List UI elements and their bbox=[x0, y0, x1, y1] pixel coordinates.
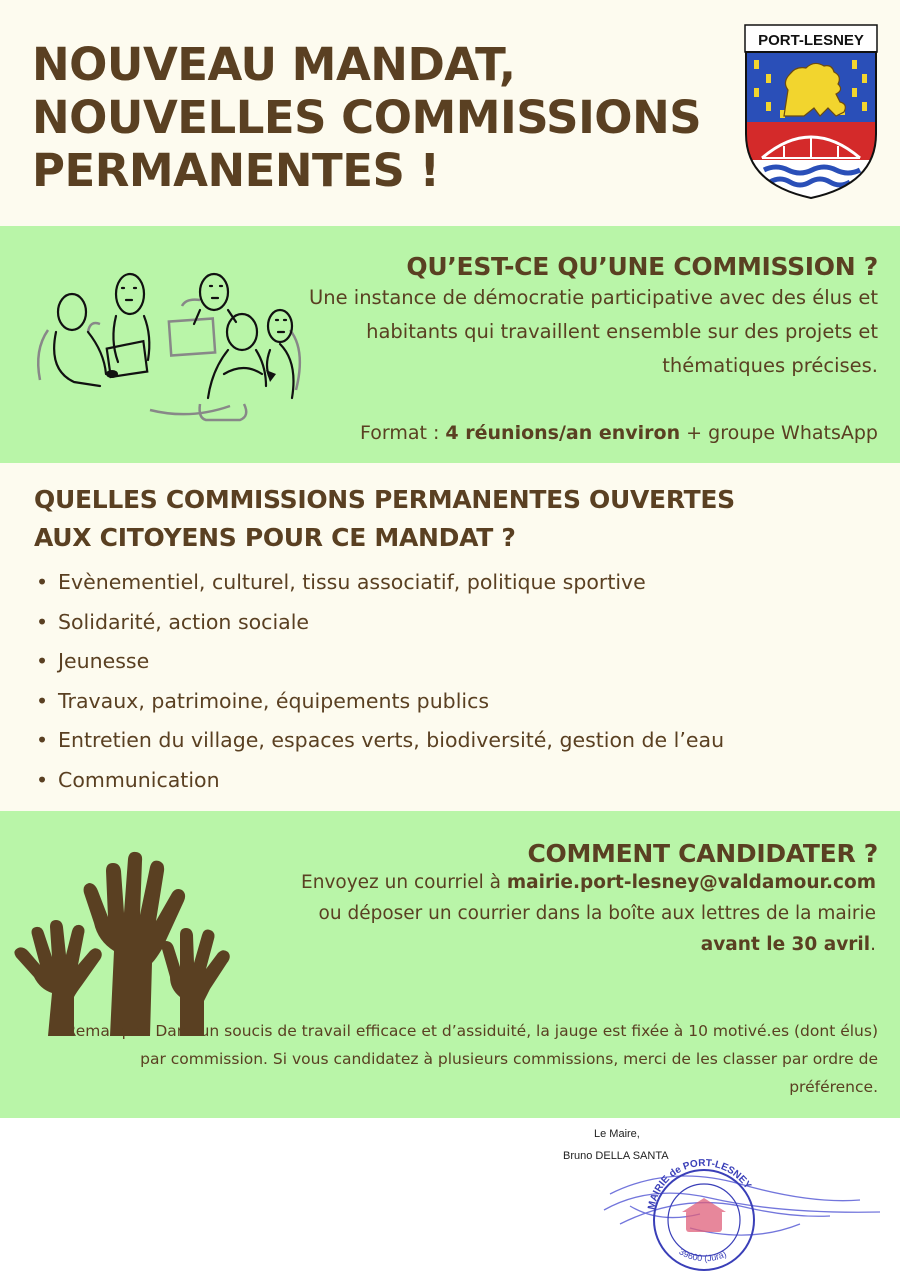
apply-line1-prefix: Envoyez un courriel à bbox=[301, 872, 507, 893]
apply-line-2: ou déposer un courrier dans la boîte aux lettres de la mairie bbox=[318, 903, 876, 924]
capacity-note: Remarque: Dans un soucis de travail efficace et d’assiduité, la jauge est fixée à 10 motivé.es (dont élus) par commission. Si vous candidatez à plusieurs commissions, merci de les classer par ordre de préférence. bbox=[65, 1022, 878, 1096]
title-line-1: NOUVEAU MANDAT, bbox=[32, 38, 516, 91]
section-how-to-apply bbox=[0, 811, 900, 1118]
list-item: • Communication bbox=[34, 761, 724, 801]
header bbox=[0, 0, 900, 226]
crest-name: PORT-LESNEY bbox=[758, 32, 864, 49]
list-item: • Entretien du village, espaces verts, biodiversité, gestion de l’eau bbox=[34, 721, 724, 761]
town-hall-stamp-icon bbox=[590, 1154, 890, 1272]
commission-heading: QU’EST-CE QU’UNE COMMISSION ? bbox=[406, 252, 878, 281]
section-commission-list bbox=[0, 463, 900, 811]
signer-role: Le Maire, bbox=[594, 1128, 640, 1140]
lion-crest-icon bbox=[744, 24, 878, 200]
apply-line-3 bbox=[196, 929, 876, 960]
signature-block bbox=[0, 1118, 900, 1273]
section-what-is-commission bbox=[0, 226, 900, 463]
list-heading-line-1: QUELLES COMMISSIONS PERMANENTES OUVERTES bbox=[34, 485, 735, 514]
svg-text:39600 (Jura) bbox=[677, 1246, 728, 1263]
apply-instructions bbox=[196, 867, 876, 960]
commission-list bbox=[34, 563, 724, 801]
format-frequency: 4 réunions/an environ bbox=[445, 422, 681, 444]
list-heading-line-2: AUX CITOYENS POUR CE MANDAT ? bbox=[34, 523, 516, 552]
list-item: • Travaux, patrimoine, équipements publics bbox=[34, 682, 724, 722]
apply-line-1 bbox=[196, 867, 876, 898]
list-item: • Evènementiel, culturel, tissu associatif, politique sportive bbox=[34, 563, 724, 603]
list-item: • Solidarité, action sociale bbox=[34, 603, 724, 643]
stamp-bottom-text: 39600 (Jura) bbox=[677, 1246, 728, 1264]
signer-name: Bruno DELLA SANTA bbox=[563, 1150, 669, 1162]
title-line-3: PERMANENTES ! bbox=[32, 144, 440, 197]
deadline: avant le 30 avril bbox=[700, 934, 871, 955]
meeting-format bbox=[360, 416, 878, 450]
page-title bbox=[32, 38, 701, 197]
contact-email[interactable]: mairie.port-lesney@valdamour.com bbox=[506, 872, 876, 893]
format-suffix: + groupe WhatsApp bbox=[680, 422, 878, 444]
stamp-top-text: MAIRIE de PORT-LESNEY bbox=[646, 1157, 753, 1211]
commission-list-heading bbox=[34, 481, 735, 557]
title-line-2: NOUVELLES COMMISSIONS bbox=[32, 91, 702, 144]
commission-description: Une instance de démocratie participative avec des élus et habitants qui travaillent ensemble sur des projets et thématiques précises. bbox=[308, 286, 878, 377]
format-prefix: Format : bbox=[359, 422, 446, 444]
apply-heading: COMMENT CANDIDATER ? bbox=[527, 839, 878, 868]
deadline-suffix: . bbox=[870, 934, 876, 955]
list-item: • Jeunesse bbox=[34, 642, 724, 682]
